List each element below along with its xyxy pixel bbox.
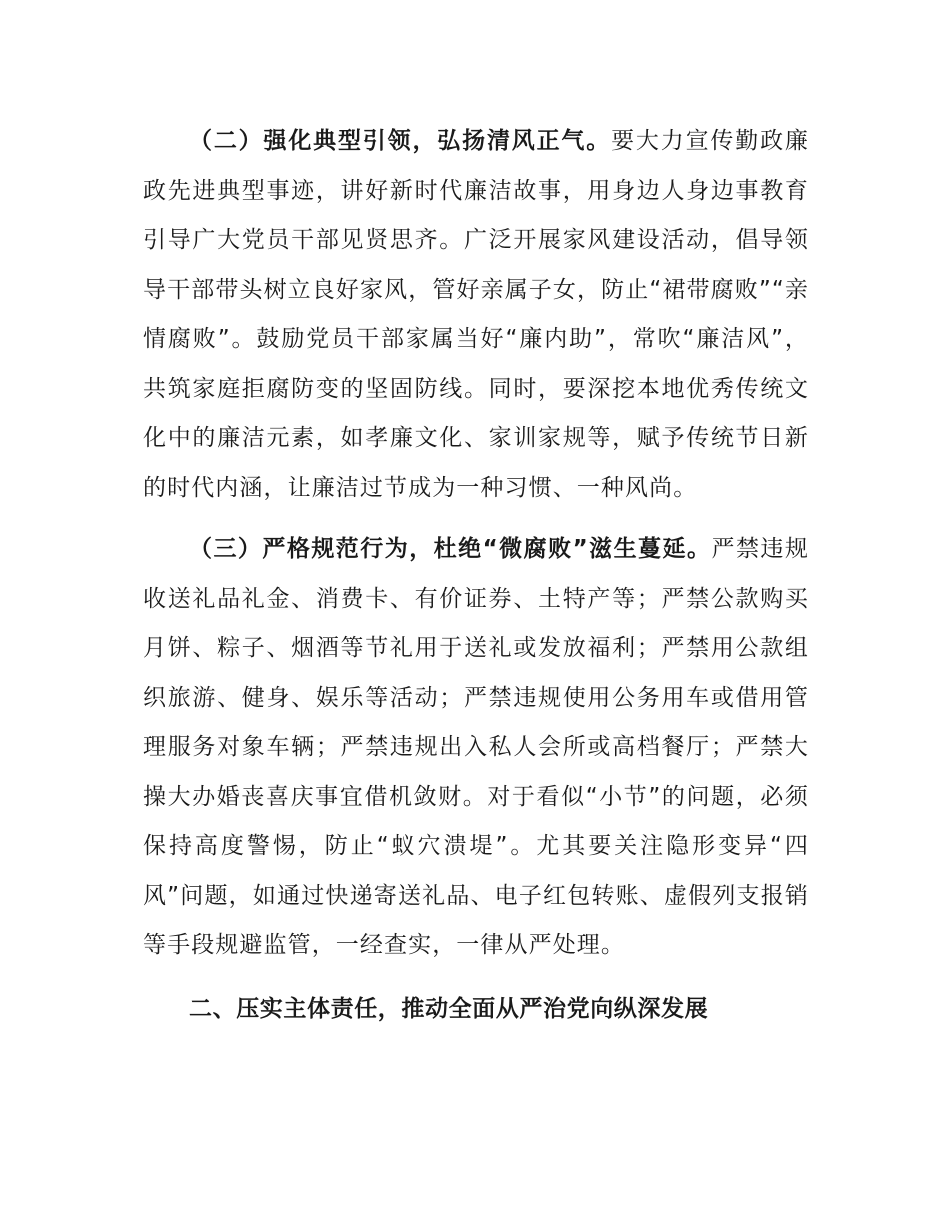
document-page — [143, 117, 809, 1034]
section-heading: 二、压实主体责任，推动全面从严治党向纵深发展 — [189, 995, 709, 1022]
paragraph-body: 严禁违规收送礼品礼金、消费卡、有价证券、土特产等；严禁公款购买月饼、粽子、烟酒等节礼用于送礼或发放福利；严禁用公款组织旅游、健身、娱乐等活动；严禁违规使用公务用车或借用管理服务对象车辆；严禁违规出入私人会所或高档餐厅；严禁大操大办婚丧喜庆事宜借机敛财。对于看似“小节”的问题，必须保持高度警惕，防止“蚁穴溃堤”。尤其要关注隐形变异“四风”问题，如通过快递寄送礼品、电子红包转账、虚假列支报销等手段规避监管，一经查实，一律从严处理。 — [143, 536, 809, 958]
paragraph-body: 要大力宣传勤政廉政先进典型事迹，讲好新时代廉洁故事，用身边人身边事教育引导广大党员干部见贤思齐。广泛开展家风建设活动，倡导领导干部带头树立良好家风，管好亲属子女，防止“裙带腐败”“亲情腐败”。鼓励党员干部家属当好“廉内助”，常吹“廉洁风”，共筑家庭拒腐防变的坚固防线。同时，要深挖本地优秀传统文化中的廉洁元素，如孝廉文化、家训家规等，赋予传统节日新的时代内涵，让廉洁过节成为一种习惯、一种风尚。 — [143, 128, 809, 501]
paragraph-regulate-behavior — [143, 525, 809, 971]
paragraph-lead: （三）严格规范行为，杜绝“微腐败”滋生蔓延。 — [189, 536, 712, 562]
paragraph-lead: （二）强化典型引领，弘扬清风正气。 — [189, 128, 612, 154]
paragraph-typical-models — [143, 117, 809, 513]
